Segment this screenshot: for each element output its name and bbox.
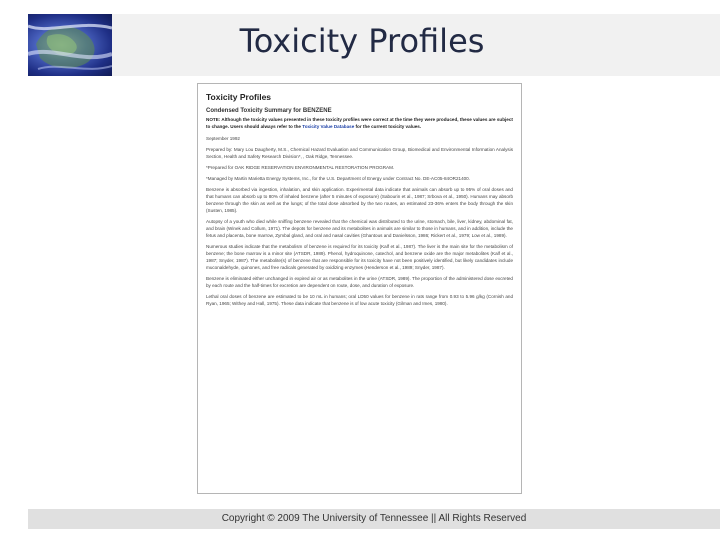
- document-paragraph: Prepared by: Mary Lou Daugherty, M.S., Chemical Hazard Evaluation and Communication Group, Biomedical and Environmental Information Analysis Section, Health and Safety Research Division*, , Oak Ridge, Tennessee.: [206, 146, 513, 159]
- document-paragraph: *Prepared for OAK RIDGE RESERVATION ENVIRONMENTAL RESTORATION PROGRAM.: [206, 164, 395, 170]
- document-screenshot: [197, 83, 522, 494]
- document-paragraph: Benzene is absorbed via ingestion, inhalation, and skin application. Experimental data indicate that animals can absorb up to 95% of oral doses and that humans can absorb up to 80% of inhaled benzene (after 5 minutes of exposure) (Sabourin et al., 1987; Srbova et al., 1950). Humans may absorb benzene through the skin as well as the lungs; of the total dose absorbed by the two routes, an estimated 23-36% enters the body through the skin (Susten, 1985).: [206, 186, 513, 213]
- document-paragraph: September 1992: [206, 135, 240, 141]
- note-text-end: for the current toxicity values.: [355, 123, 422, 129]
- document-paragraph: Numerous studies indicate that the metabolism of benzene is required for its toxicity (Kalf et al., 1987). The liver is the main site for the metabolism of benzene; the bone marrow is a minor site (ATSDR, 1989). Phenol, hydroquinone, catechol, and benzene oxide are the major metabolites (Kalf et al., 1987; Snyder, 1987). The metabolite(s) of benzene that are responsible for its toxicity have not been positively identified, but likely candidates include muconaldehyde, quinones, and free radicals generated by oxidizing enzymes (Henderson et al., 1989; Snyder, 1987).: [206, 243, 513, 270]
- globe-logo-image: [28, 14, 112, 76]
- document-paragraph: Autopsy of a youth who died while sniffing benzene revealed that the chemical was distributed to the urine, stomach, bile, liver, kidney, abdominal fat, and brain (Winek and Collum, 1971). The depots for benzene and its metabolites in animals are similar to those in humans, and in addition, include the fetus and placenta, bone marrow, Zymbal gland, and oral and nasal cavities (Ghantous and Danielsson, 1986; Rickert et al., 1979; Low et al., 1989).: [206, 218, 513, 238]
- document-note: [206, 117, 513, 131]
- document-heading: Toxicity Profiles: [206, 92, 272, 102]
- document-subheading: Condensed Toxicity Summary for BENZENE: [206, 108, 332, 114]
- toxicity-value-database-link[interactable]: Toxicity Value Database: [302, 123, 355, 129]
- slide-title: Toxicity Profiles: [239, 22, 485, 60]
- document-paragraph: *Managed by Martin Marietta Energy Systems, Inc., for the U.S. Department of Energy under Contract No. DE-AC05-84OR21400.: [206, 175, 471, 181]
- footer-copyright: Copyright © 2009 The University of Tennessee || All Rights Reserved: [221, 513, 527, 524]
- document-paragraph: Lethal oral doses of benzene are estimated to be 10 mL in humans; oral LD50 values for benzene in rats range from 0.93 to 5.96 g/kg (Cornish and Ryan, 1965; Withey and Hall, 1975). These data indicate that benzene is of low acute toxicity (Gilman and Imes, 1980).: [206, 293, 513, 306]
- document-paragraph: Benzene is eliminated either unchanged in expired air or as metabolites in the urine (ATSDR, 1989). The proportion of the administered dose excreted by each route and the half-times for excretion are dependent on route, dose, and duration of exposure.: [206, 275, 513, 288]
- note-text: NOTE: Although the toxicity values presented in these toxicity profiles were correct at the time they were produced, these values are subject to change. Users should always refer to the: [206, 117, 513, 129]
